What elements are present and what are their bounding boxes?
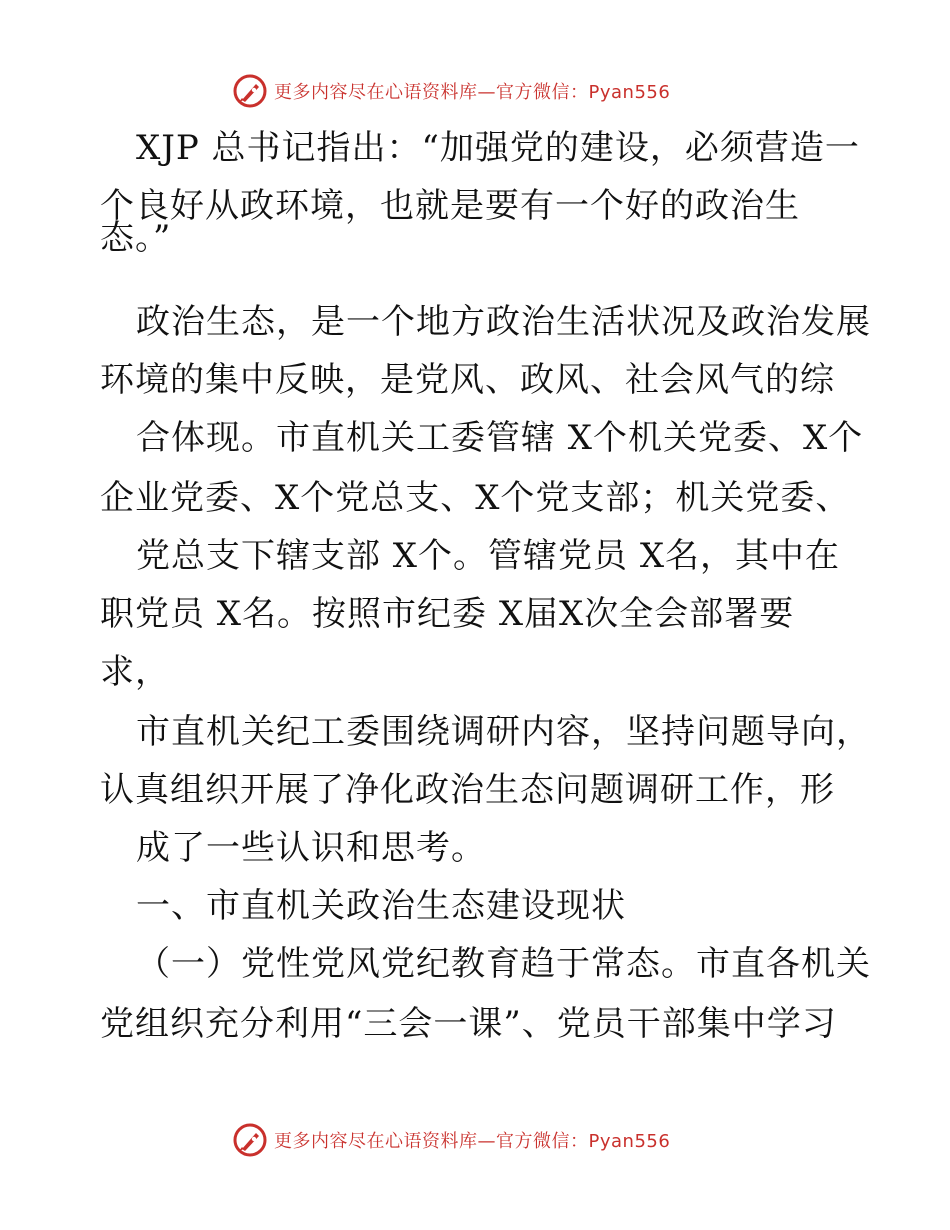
text-line-10: 求， <box>100 652 170 692</box>
text-line-13: 成了一些认识和思考。 <box>136 828 486 868</box>
text-line-12: 认真组织开展了净化政治生态问题调研工作，形 <box>100 770 835 810</box>
text-line-11: 市直机关纪工委围绕调研内容，坚持问题导向， <box>136 712 871 752</box>
text-line-6: 合体现。市直机关工委管辖 X个机关党委、X个 <box>136 418 864 458</box>
text-line-4: 政治生态，是一个地方政治生活状况及政治发展 <box>136 302 871 342</box>
text-line-1: XJP 总书记指出：“加强党的建设，必须营造一 <box>136 128 860 168</box>
pen-nib-logo-icon <box>232 1122 268 1158</box>
pen-nib-logo-icon <box>232 73 268 109</box>
text-line-2: 个良好从政环境，也就是要有一个好的政治生 <box>100 186 800 226</box>
text-line-8: 党总支下辖支部 X个。管辖党员 X名，其中在 <box>136 536 841 576</box>
text-line-7: 企业党委、X个党总支、X个党支部；机关党委、 <box>100 478 851 518</box>
section-heading: 一、市直机关政治生态建设现状 <box>136 886 626 926</box>
text-line-3: 态。” <box>100 218 172 258</box>
header-watermark-banner <box>232 71 670 111</box>
text-line-5: 环境的集中反映，是党风、政风、社会风气的综 <box>100 360 835 400</box>
text-line-16: 党组织充分利用“三会一课”、党员干部集中学习 <box>100 1004 837 1044</box>
text-line-9: 职党员 X名。按照市纪委 X届X次全会部署要 <box>100 594 795 634</box>
header-watermark-text: 更多内容尽在心语资料库—官方微信：Pyan556 <box>274 82 671 103</box>
footer-watermark-banner <box>232 1120 670 1160</box>
subsection-heading-line: （一）党性党风党纪教育趋于常态。市直各机关 <box>136 944 871 984</box>
footer-watermark-text: 更多内容尽在心语资料库—官方微信：Pyan556 <box>274 1131 671 1152</box>
